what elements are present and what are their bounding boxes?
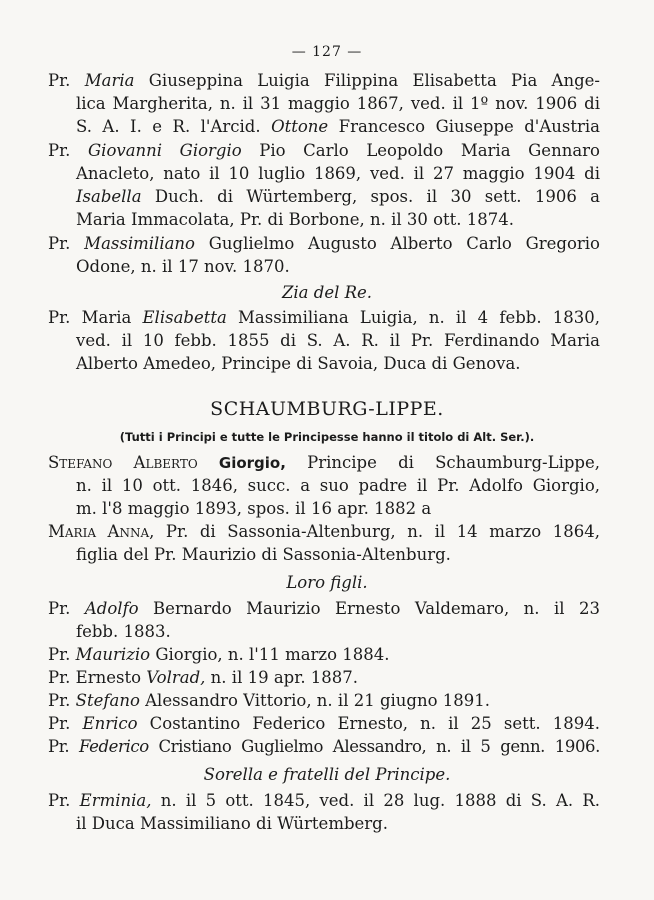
section-heading-loro-figli: Loro figli. bbox=[286, 573, 368, 592]
entry-stefano-son: Pr. Stefano Alessandro Vittorio, n. il 21 giugno 1891. bbox=[48, 691, 491, 710]
entry-maria-anna-line-2: figlia del Pr. Maurizio di Sassonia-Altenburg. bbox=[76, 545, 451, 564]
page-number: — 127 — bbox=[291, 44, 363, 60]
entry-stefano-line-1: Stefano Alberto Giorgio, Principe di Schaumburg-Lippe, bbox=[48, 453, 600, 472]
entry-enrico: Pr. Enrico Costantino Federico Ernesto, n. il 25 sett. 1894. bbox=[48, 714, 600, 733]
entry-stefano-line-2: n. il 10 ott. 1846, succ. a suo padre il Pr. Adolfo Giorgio, bbox=[76, 476, 600, 495]
entry-maria-anna-line-1: Maria Anna, Pr. di Sassonia-Altenburg, n. il 14 marzo 1864, bbox=[48, 522, 600, 541]
entry-massimiliano-line-1: Pr. Massimiliano Guglielmo Augusto Alberto Carlo Gregorio bbox=[48, 234, 600, 253]
entry-massimiliano-line-2: Odone, n. il 17 nov. 1870. bbox=[76, 257, 290, 276]
entry-adolfo-line-2: febb. 1883. bbox=[76, 622, 171, 641]
house-note: (Tutti i Principi e tutte le Principesse hanno il titolo di Alt. Ser.). bbox=[119, 430, 535, 444]
entry-maurizio: Pr. Maurizio Giorgio, n. l'11 marzo 1884. bbox=[48, 645, 390, 664]
entry-giovanni-line-2: Anacleto, nato il 10 luglio 1869, ved. il 27 maggio 1904 di bbox=[76, 164, 600, 183]
entry-elisabetta-line-3: Alberto Amedeo, Principe di Savoia, Duca di Genova. bbox=[76, 354, 521, 373]
entry-adolfo-line-1: Pr. Adolfo Bernardo Maurizio Ernesto Valdemaro, n. il 23 bbox=[48, 599, 600, 618]
entry-stefano-line-3: m. l'8 maggio 1893, spos. il 16 apr. 1882 a bbox=[76, 499, 432, 518]
entry-erminia-line-2: il Duca Massimiliano di Würtemberg. bbox=[76, 814, 388, 833]
entry-giovanni-line-3: Isabella Duch. di Würtemberg, spos. il 30 sett. 1906 a bbox=[76, 187, 600, 206]
entry-giovanni-line-1: Pr. Giovanni Giorgio Pio Carlo Leopoldo Maria Gennaro bbox=[48, 141, 600, 160]
entry-maria-line-1: Pr. Maria Giuseppina Luigia Filippina Elisabetta Pia Ange- bbox=[48, 71, 601, 90]
section-heading-zia: Zia del Re. bbox=[281, 283, 373, 302]
entry-ernesto: Pr. Ernesto Volrad, n. il 19 apr. 1887. bbox=[48, 668, 359, 687]
entry-giovanni-line-4: Maria Immacolata, Pr. di Borbone, n. il 30 ott. 1874. bbox=[76, 210, 515, 229]
entry-elisabetta-line-2: ved. il 10 febb. 1855 di S. A. R. il Pr. Ferdinando Maria bbox=[76, 331, 600, 350]
entry-maria-line-2: lica Margherita, n. il 31 maggio 1867, ved. il 1º nov. 1906 di bbox=[76, 94, 600, 113]
entry-federico: Pr. Federico Cristiano Guglielmo Alessandro, n. il 5 genn. 1906. bbox=[48, 737, 600, 756]
entry-maria-line-3: S. A. I. e R. l'Arcid. Ottone Francesco Giuseppe d'Austria bbox=[76, 117, 600, 136]
entry-erminia-line-1: Pr. Erminia, n. il 5 ott. 1845, ved. il 28 lug. 1888 di S. A. R. bbox=[48, 791, 600, 810]
section-heading-sorella-fratelli: Sorella e fratelli del Principe. bbox=[203, 765, 451, 784]
house-title: SCHAUMBURG-LIPPE. bbox=[210, 398, 444, 420]
entry-elisabetta-line-1: Pr. Maria Elisabetta Massimiliana Luigia, n. il 4 febb. 1830, bbox=[48, 308, 600, 327]
